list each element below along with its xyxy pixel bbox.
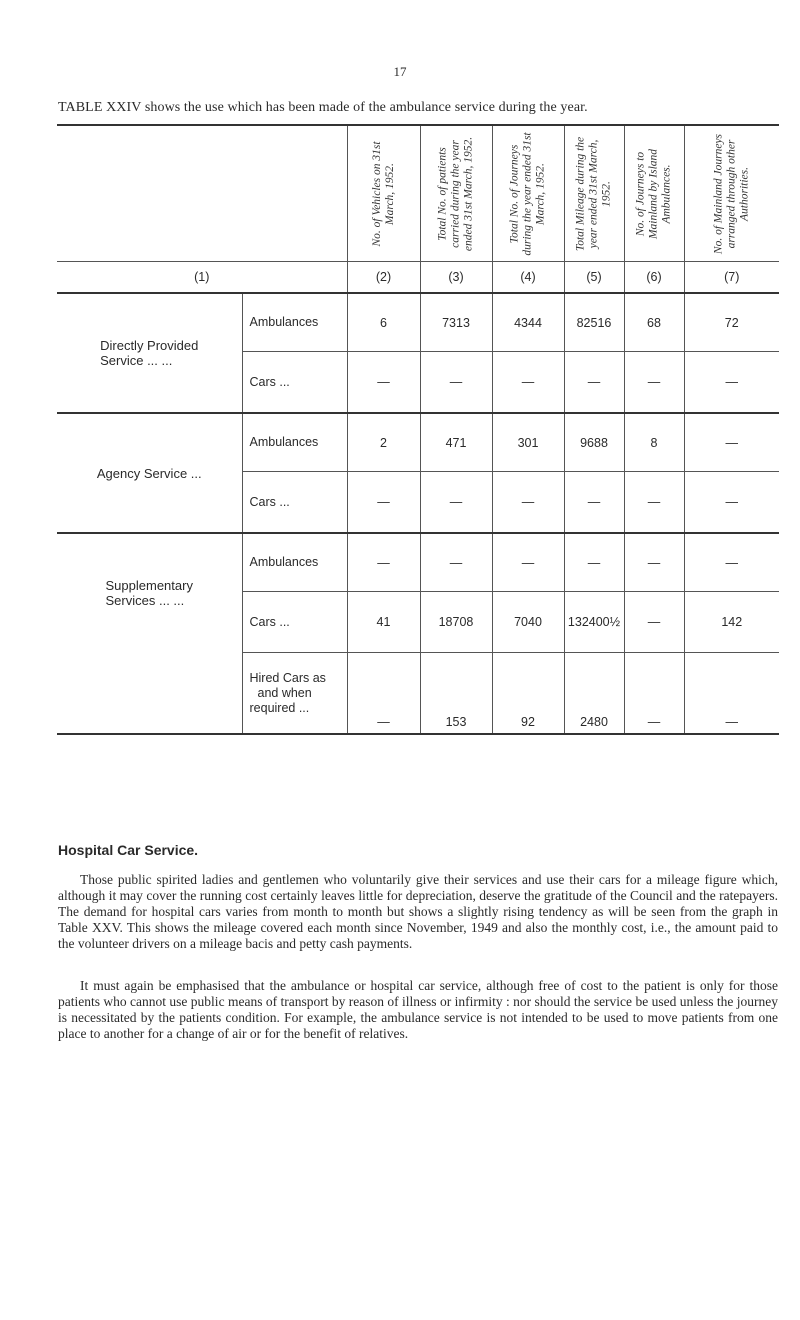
table-row [57, 653, 779, 735]
table-cell: 9688 [564, 413, 624, 472]
table-cell: — [347, 533, 420, 592]
table-cell: — [347, 352, 420, 414]
column-number: (6) [624, 262, 684, 294]
row-label: Cars ... [242, 592, 347, 653]
table-cell: — [492, 472, 564, 534]
column-number: (2) [347, 262, 420, 294]
table-row [57, 413, 779, 472]
row-group-label: Agency Service ... [57, 413, 242, 533]
table-cell: 92 [492, 653, 564, 735]
table-intro-text: TABLE XXIV shows the use which has been made of the ambulance service during the year. [58, 100, 588, 115]
table-cell: — [684, 352, 779, 414]
table-cell: — [492, 533, 564, 592]
table-cell: 2480 [564, 653, 624, 735]
page-number: 17 [393, 64, 407, 79]
column-number-row [57, 262, 779, 294]
header-blank-cell [57, 125, 347, 262]
table-cell: 72 [684, 293, 779, 352]
column-header: Total No. of patients carried during the year ended 31st March, 1952. [420, 125, 492, 262]
column-header: No. of Vehicles on 31st March, 1952. [347, 125, 420, 262]
table-cell: 471 [420, 413, 492, 472]
row-label: Ambulances [242, 413, 347, 472]
column-header: No. of Journeys to Mainland by Island Ambulances. [624, 125, 684, 262]
table-cell: — [684, 413, 779, 472]
row-group-label: Supplementary Services ... ... [105, 578, 193, 609]
table-row [57, 293, 779, 352]
table-cell: — [347, 472, 420, 534]
row-label: Ambulances [242, 293, 347, 352]
table-cell: — [624, 352, 684, 414]
row-group-spacer [57, 653, 242, 735]
table-cell: — [564, 352, 624, 414]
table-cell: — [684, 653, 779, 735]
table-cell: — [420, 533, 492, 592]
row-group-label: Directly Provided Service ... ... [57, 293, 242, 413]
body-paragraph: It must again be emphasised that the ambulance or hospital car service, although free of cost to the patient is only for those patients who cannot use public means of transport by reason of illness or infirmity : nor should the service be used unless the journey is necessitated by the patients condition. For example, the ambulance service is not intended to be used to move patients from one place to another for a change of air or for the benefit of relatives. [58, 978, 778, 1041]
table-cell: 7040 [492, 592, 564, 653]
table-cell: 2 [347, 413, 420, 472]
column-number: (3) [420, 262, 492, 294]
table-cell: — [420, 472, 492, 534]
table-cell: — [624, 472, 684, 534]
table-cell: 142 [684, 592, 779, 653]
table-cell: — [564, 472, 624, 534]
table-cell: — [420, 352, 492, 414]
table-cell: 6 [347, 293, 420, 352]
table-cell: — [684, 472, 779, 534]
table-cell: 4344 [492, 293, 564, 352]
table-cell: — [684, 533, 779, 592]
table-cell: — [624, 653, 684, 735]
column-header: Total Mileage during the year ended 31st March, 1952. [564, 125, 624, 262]
table-cell: 153 [420, 653, 492, 735]
section-title: Hospital Car Service. [58, 842, 199, 858]
table-cell: 8 [624, 413, 684, 472]
table-cell: — [347, 653, 420, 735]
table-row [57, 533, 779, 592]
row-label: Cars ... [242, 352, 347, 414]
table-cell: 18708 [420, 592, 492, 653]
table-cell: — [624, 533, 684, 592]
column-header: Total No. of Journeys during the year ended 31st March, 1952. [492, 125, 564, 262]
table-cell: 301 [492, 413, 564, 472]
row-label: Ambulances [242, 533, 347, 592]
table-cell: 82516 [564, 293, 624, 352]
table-cell: — [492, 352, 564, 414]
body-paragraph: Those public spirited ladies and gentlemen who voluntarily give their services and use their cars for a mileage figure which, although it may cover the running cost certainly leaves little for depreciation, deserve the gratitude of the Council and the ratepayers. The demand for hospital cars varies from month to month but shows a slightly rising tendency as will be seen from the graph in Table XXV. This shows the mileage covered each month since November, 1949 and also the monthly cost, i.e., the amount paid to the volunteer drivers on a mileage bacis and petty cash payments. [58, 872, 778, 951]
table-cell: — [564, 533, 624, 592]
table-cell: 7313 [420, 293, 492, 352]
column-header: No. of Mainland Journeys arranged through other Authorities. [684, 125, 779, 262]
column-number: (5) [564, 262, 624, 294]
table-cell: 68 [624, 293, 684, 352]
column-number: (7) [684, 262, 779, 294]
column-header-row [57, 125, 779, 262]
table-cell: 41 [347, 592, 420, 653]
column-number: (1) [57, 262, 347, 294]
row-label: Hired Cars as and when required ... [242, 653, 347, 735]
column-number: (4) [492, 262, 564, 294]
row-label: Cars ... [242, 472, 347, 534]
ambulance-usage-table [57, 124, 779, 735]
table-cell: 132400½ [564, 592, 624, 653]
table-cell: — [624, 592, 684, 653]
